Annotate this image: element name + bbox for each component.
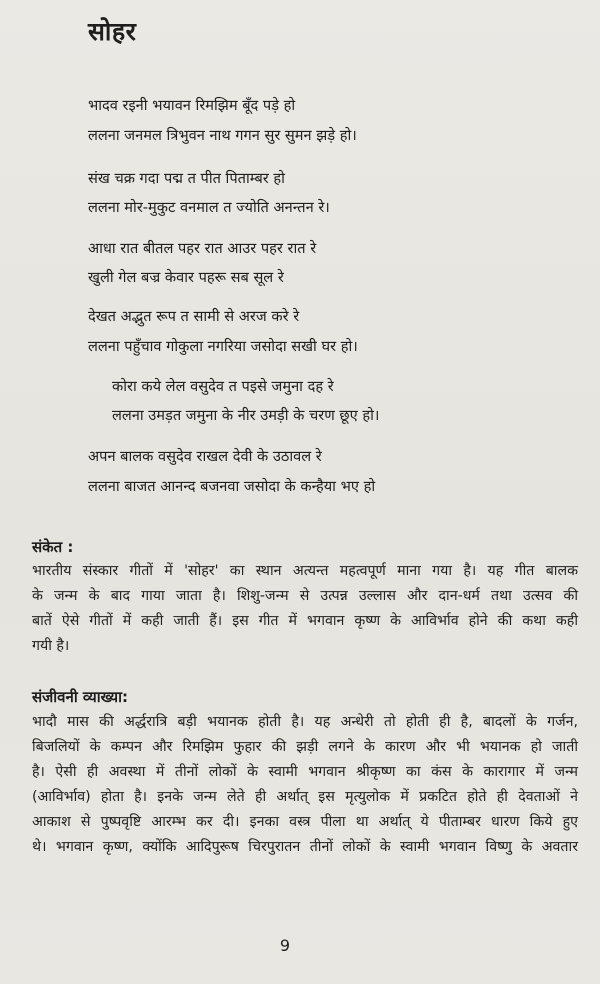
paragraph-line: बातें ऐसे गीतों में कही जाती हैं। इस गीत में भगवान कृष्ण के आविर्भाव होने की कथा कही	[32, 613, 578, 629]
vyakhya-heading: संजीवनी व्याख्या:	[32, 688, 129, 706]
verse-line: ललना जनमल त्रिभुवन नाथ गगन सुर सुमन झड़े हो।	[88, 127, 357, 144]
paragraph-line: है। ऐसी ही अवस्था में तीनों लोकों के स्वामी भगवान श्रीकृष्ण का कंस के कारागार में जन्म	[32, 764, 578, 780]
paragraph-line: गयी है।	[32, 638, 70, 654]
verse-line: देखत अद्भुत रूप त सामी से अरज करे रे	[88, 308, 300, 325]
verse-line: कोरा कये लेल वसुदेव त पइसे जमुना दह रे	[112, 378, 334, 395]
verse-line: भादव रइनी भयावन रिमझिम बूँद पड़े हो	[88, 97, 296, 114]
paragraph-line: बिजलियों के कम्पन और रिमझिम फुहार की झड़ी लगने के कारण और भी भयानक हो जाती	[32, 739, 578, 755]
paragraph-line: भारतीय संस्कार गीतों में 'सोहर' का स्थान अत्यन्त महत्वपूर्ण माना गया है। यह गीत बालक	[32, 563, 578, 579]
verse-line: आधा रात बीतल पहर रात आउर पहर रात रे	[88, 240, 317, 257]
page-title: सोहर	[88, 17, 137, 46]
page-number: 9	[279, 936, 291, 955]
verse-line: खुली गेल बज्र केवार पहरू सब सूल रे	[88, 269, 284, 286]
verse-line: संख चक्र गदा पद्म त पीत पिताम्बर हो	[88, 170, 285, 187]
paragraph-line: के जन्म के बाद गाया जाता है। शिशु-जन्म से उत्पन्न उल्लास और दान-धर्म तथा उत्सव की	[32, 588, 578, 604]
paragraph-line: भादौ मास की अर्द्धरात्रि बड़ी भयानक होती है। यह अन्धेरी तो होती ही है, बादलों के गर्जन,	[32, 714, 578, 730]
paragraph-line: (आविर्भाव) होता है। इनके जन्म लेते ही अर्थात् इस मृत्युलोक में प्रकटित होते ही देवताओं ने	[32, 789, 578, 805]
verse-line: ललना पहुँचाव गोकुला नगरिया जसोदा सखी घर हो।	[88, 338, 358, 355]
sanket-paragraph	[32, 559, 578, 659]
paragraph-line: थे। भगवान कृष्ण, क्योंकि आदिपुरूष चिरपुरातन तीनों लोकों के स्वामी भगवान विष्णु के अवतार	[32, 839, 578, 855]
vyakhya-paragraph	[32, 710, 578, 860]
verse-line: अपन बालक वसुदेव राखल देवी के उठावल रे	[88, 448, 322, 465]
verse-line: ललना मोर-मुकुट वनमाल त ज्योति अनन्तन रे।	[88, 199, 330, 216]
paragraph-line: आकाश से पुष्पवृष्टि आरम्भ कर दी। इनका वस्त्र पीला था अर्थात् ये पीताम्बर धारण किये हुए	[32, 814, 578, 830]
verse-line: ललना उमड़त जमुना के नीर उमड़ी के चरण छूए हो।	[112, 407, 380, 424]
verse-line: ललना बाजत आनन्द बजनवा जसोदा के कन्हैया भए हो	[88, 478, 376, 495]
sanket-heading: संकेत :	[32, 538, 74, 556]
